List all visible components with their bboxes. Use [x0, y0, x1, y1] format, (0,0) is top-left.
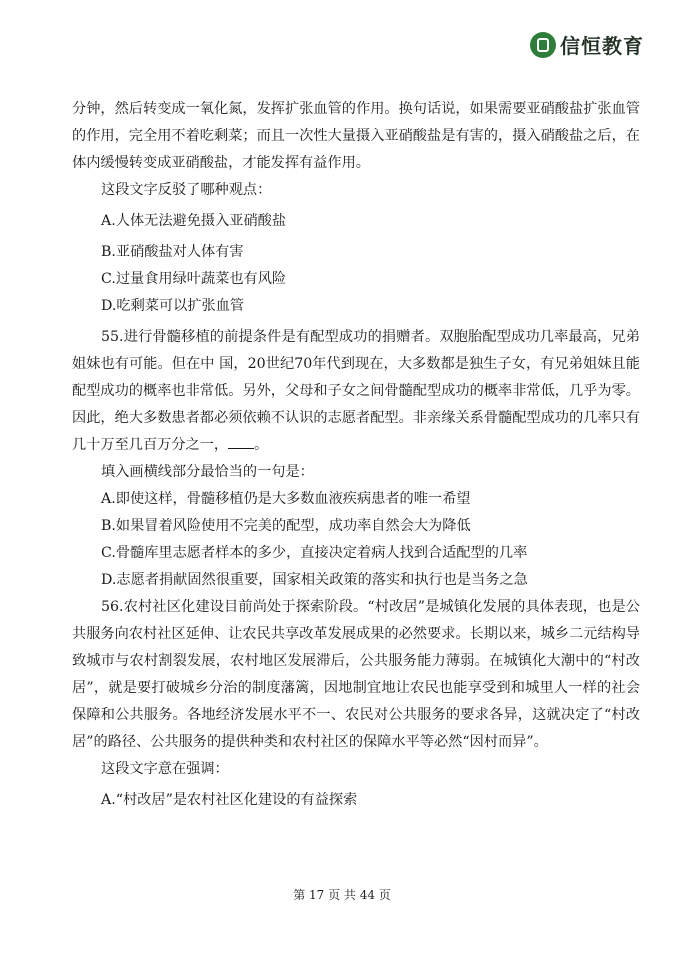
question-54-option-d: D.吃剩菜可以扩张血管: [101, 298, 245, 314]
logo-text: 信恒教育: [560, 34, 644, 58]
page-number: 第 17 页 共 44 页: [293, 888, 391, 902]
question-55-option-b: B.如果冒着风险使用不完美的配型，成功率自然会大为降低: [101, 518, 471, 534]
logo-mark-icon: [530, 32, 556, 58]
question-56-text: 56.农村社区化建设目前尚处于探索阶段。“村改居”是城镇化发展的具体表现，也是公共服务向农村社区延伸、让农民共享改革发展成果的必然要求。长期以来，城乡二元结构导致城市与农村割裂发展，农村地区发展滞后，公共服务能力薄弱。在城镇化大潮中的“村改居”，就是要打破城乡分治的制度藩篱，因地制宜地让农民也能享受到和城里人一样的社会保障和公共服务。各地经济发展水平不一、农民对公共服务的要求各异，这就决定了“村改居”的路径、公共服务的提供种类和农村社区的保障水平等必然“因村而异”。: [72, 599, 640, 750]
question-54-prompt: 这段文字反驳了哪种观点：: [101, 182, 272, 198]
question-55-option-a: A.即使这样，骨髓移植仍是大多数血液疾病患者的唯一希望: [101, 491, 471, 507]
question-56-option-a: A.“村改居”是农村社区化建设的有益探索: [101, 792, 358, 808]
logo: [530, 30, 644, 59]
question-55-end: 。: [254, 437, 269, 453]
document-body: [72, 96, 640, 814]
question-55-prompt: 填入画横线部分最恰当的一句是：: [101, 464, 314, 480]
answer-blank: [228, 434, 254, 449]
question-54-option-c: C.过量食用绿叶蔬菜也有风险: [101, 271, 287, 287]
question-54-option-b: B.亚硝酸盐对人体有害: [101, 244, 244, 260]
question-54-option-a: A.人体无法避免摄入亚硝酸盐: [101, 213, 287, 229]
paragraph-continuation: 分钟，然后转变成一氧化氮，发挥扩张血管的作用。换句话说，如果需要亚硝酸盐扩张血管的作用，完全用不着吃剩菜；而且一次性大量摄入亚硝酸盐是有害的，摄入硝酸盐之后，在体内缓慢转变成亚硝酸盐，才能发挥有益作用。: [72, 101, 640, 171]
question-55-body: 55.进行骨髓移植的前提条件是有配型成功的捐赠者。双胞胎配型成功几率最高，兄弟姐妹也有可能。但在中 国，20世纪70年代到现在，大多数都是独生子女，有兄弟姐妹且能配型成功的概率也非常低。另外，父母和子女之间骨髓配型成功的概率非常低，几乎为零。因此，绝大多数患者都必须依赖不认识的志愿者配型。非亲缘关系骨髓配型成功的几率只有几十万至几百万分之一，: [72, 329, 640, 453]
question-55-option-d: D.志愿者捐献固然很重要，国家相关政策的落实和执行也是当务之急: [101, 572, 528, 588]
question-55-option-c: C.骨髓库里志愿者样本的多少，直接决定着病人找到合适配型的几率: [101, 545, 528, 561]
question-55-text: [72, 324, 640, 459]
question-56-prompt: 这段文字意在强调：: [101, 761, 229, 777]
